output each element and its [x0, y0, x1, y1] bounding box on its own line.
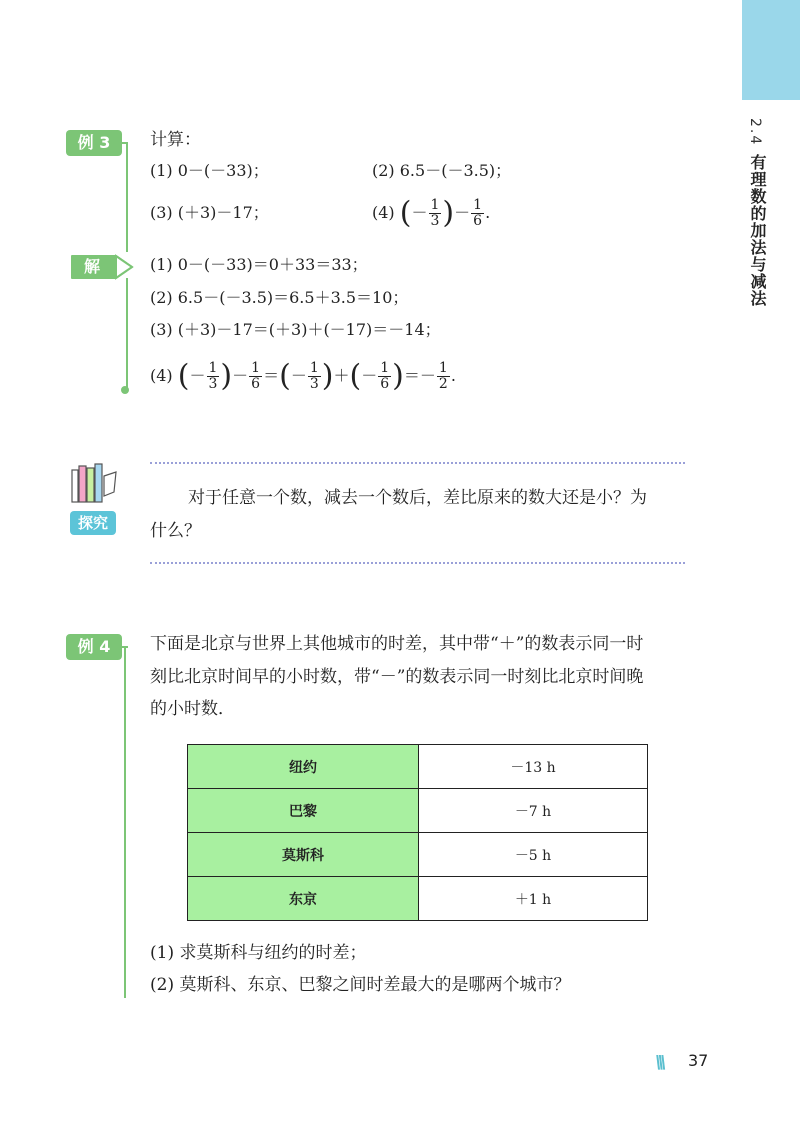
city-cell: 莫斯科	[188, 833, 419, 877]
city-cell: 纽约	[188, 745, 419, 789]
offset-cell: －13 h	[419, 745, 648, 789]
explore-line-1: 对于任意一个数，减去一个数后，差比原来的数大还是小？为	[188, 488, 647, 508]
offset-cell: －7 h	[419, 789, 648, 833]
table-row	[188, 833, 648, 877]
offset-cell: －5 h	[419, 833, 648, 877]
explore-line-2: 什么？	[150, 521, 201, 541]
example-4-line-2: 刻比北京时间早的小时数，带“－”的数表示同一时刻比北京时间晚	[150, 667, 644, 687]
example-3-q3: (3) (＋3)－17；	[150, 203, 269, 222]
example-3-prompt: 计算：	[150, 130, 201, 150]
example-3-vertical-line	[126, 142, 128, 252]
example-4-q1: (1) 求莫斯科与纽约的时差；	[150, 943, 367, 963]
table-row	[188, 789, 648, 833]
page-number: 37	[688, 1051, 709, 1070]
example-4-badge: 例 4	[66, 634, 122, 660]
solution-end-dot	[121, 386, 129, 394]
solution-line-1: (1) 0－(－33)＝0＋33＝33；	[150, 255, 368, 274]
example-3-q4: (4) (－ $\frac{1}{3}$ )－ $\frac{1}{6}$ .	[372, 195, 491, 231]
table-row	[188, 745, 648, 789]
example-4-line-3: 的小时数．	[150, 699, 235, 719]
example-3-q1: (1) 0－(－33)；	[150, 161, 269, 180]
example-4-vertical-line	[124, 646, 126, 998]
example-4-q2: (2) 莫斯科、东京、巴黎之间时差最大的是哪两个城市？	[150, 975, 571, 995]
explore-badge: 探究	[70, 511, 116, 535]
explore-bottom-divider	[150, 562, 685, 564]
city-cell: 巴黎	[188, 789, 419, 833]
example-4-line-1: 下面是北京与世界上其他城市的时差，其中带“＋”的数表示同一时	[150, 634, 644, 654]
books-icon	[68, 462, 120, 506]
example-3-q2: (2) 6.5－(－3.5)；	[372, 161, 512, 180]
section-number: 2.4	[747, 118, 763, 147]
solution-line-4: (4) (－ $\frac{1}{3}$ )－ $\frac{1}{6}$ ＝(－ $\frac{1}{3}$ )＋(－ $\frac{1}{6}$ )＝－ $\frac{1}{2}$ .	[150, 358, 456, 394]
solution-line-3: (3) (＋3)－17＝(＋3)＋(－17)＝－14；	[150, 320, 441, 339]
time-difference-table	[187, 744, 648, 921]
solution-badge-arrow-shape	[70, 254, 136, 280]
solution-line-2: (2) 6.5－(－3.5)＝6.5＋3.5＝10；	[150, 288, 409, 307]
page-mark-icon: \\\	[655, 1052, 663, 1073]
table-row	[188, 877, 648, 921]
city-cell: 东京	[188, 877, 419, 921]
solution-vertical-line	[126, 278, 128, 388]
offset-cell: ＋1 h	[419, 877, 648, 921]
example-3-badge: 例 3	[66, 130, 122, 156]
section-title: 有理数的加法与减法	[748, 154, 767, 307]
explore-top-divider	[150, 462, 685, 464]
